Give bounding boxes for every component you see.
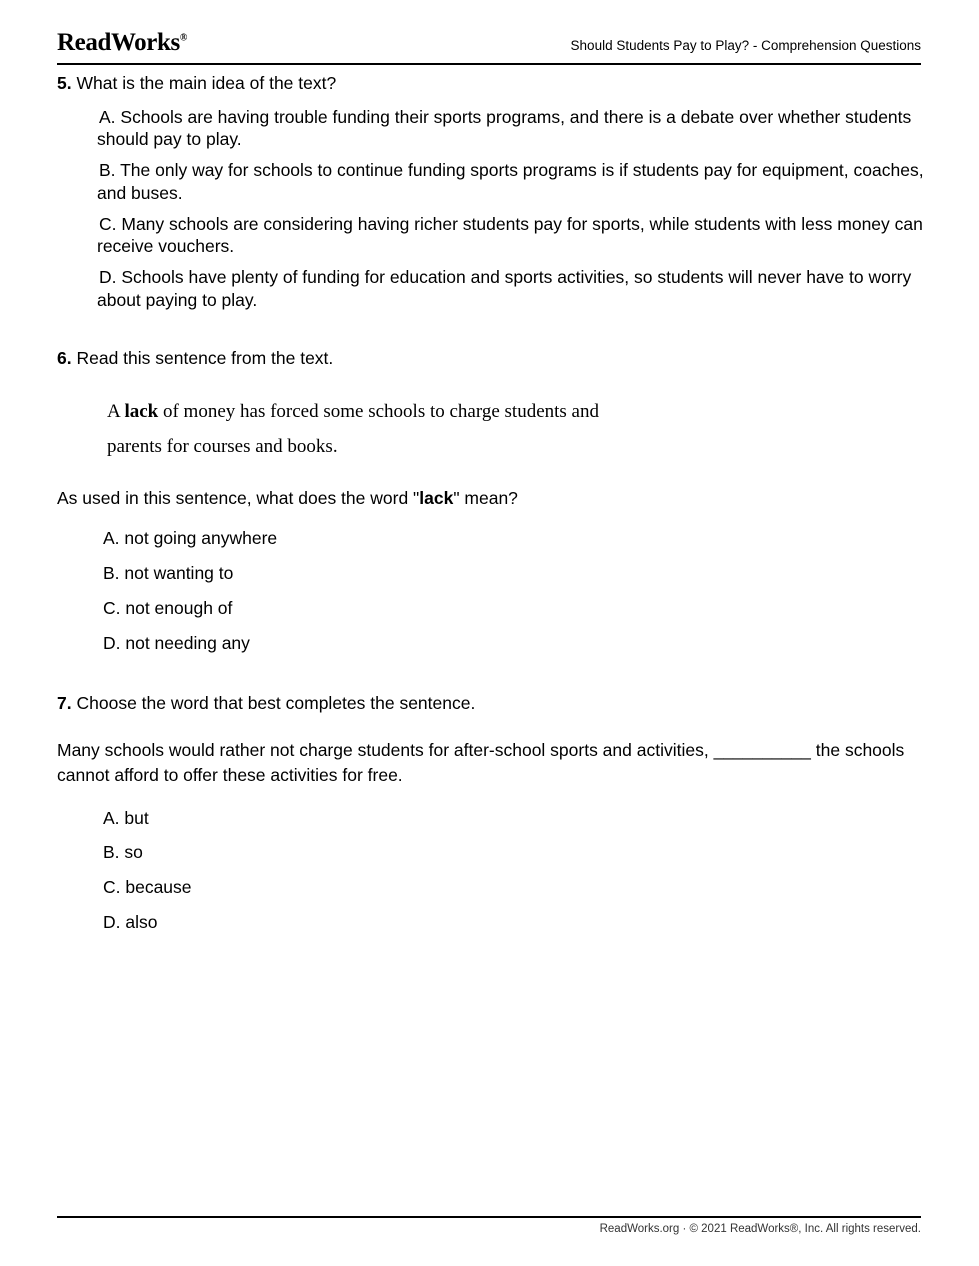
quote-line-1-pre: A <box>107 401 125 423</box>
question-5-choice-d[interactable]: D. Schools have plenty of funding for education and sports activities, so students will never have to worry about paying to play. <box>97 267 912 310</box>
question-7-number: 7. <box>57 693 72 714</box>
question-6-choice-c[interactable]: C. not enough of <box>103 597 233 618</box>
question-5-choice-b[interactable]: B. The only way for schools to continue funding sports programs is if students pay for equipment, coaches, and buses. <box>97 160 924 203</box>
question-5-prompt-text: What is the main idea of the text? <box>76 73 337 93</box>
question-7-sentence: Many schools would rather not charge students for after-school sports and activities, __________ the schools cannot afford to offer these activities for free. <box>57 739 905 786</box>
header-document-title: Should Students Pay to Play? - Comprehension Questions <box>570 38 921 53</box>
spacer-before-question-6 <box>57 320 927 347</box>
question-6-choices <box>57 527 927 654</box>
quote-keyword: lack <box>124 401 159 423</box>
logo-registered-mark: ® <box>179 32 187 44</box>
question-7-prompt <box>57 692 927 716</box>
footer-copyright: ReadWorks.org · © 2021 ReadWorks®, Inc. All rights reserved. <box>599 1223 921 1235</box>
question-6-choice-d[interactable]: D. not needing any <box>103 632 250 653</box>
question-5-choice-a[interactable]: A. Schools are having trouble funding their sports programs, and there is a debate over whether students should pay to play. <box>97 106 912 150</box>
question-6-quoted-passage <box>57 394 927 464</box>
question-7-choice-b[interactable]: B. so <box>103 842 143 863</box>
question-6 <box>57 347 927 655</box>
question-7-prompt-text: Choose the word that best completes the sentence. <box>76 693 476 714</box>
question-7-choice-d[interactable]: D. also <box>103 911 158 932</box>
as-used-post: " mean? <box>453 487 518 508</box>
page-header <box>57 30 921 55</box>
question-7-choice-a[interactable]: A. but <box>103 807 149 828</box>
quote-line-1-post: of money has forced some schools to charge students and <box>158 401 599 423</box>
question-7-choices <box>57 807 927 934</box>
question-7-choice-c[interactable]: C. because <box>103 877 192 898</box>
header-divider <box>57 63 921 65</box>
question-6-prompt <box>57 347 927 371</box>
question-5-choice-c[interactable]: C. Many schools are considering having richer students pay for sports, while students with less money can receive vouchers. <box>97 213 923 257</box>
question-5-prompt <box>57 72 927 96</box>
question-5 <box>57 72 927 312</box>
questions-container <box>57 72 927 946</box>
question-5-number: 5. <box>57 73 72 93</box>
quote-line-1 <box>107 394 927 429</box>
as-used-pre: As used in this sentence, what does the word " <box>57 487 420 508</box>
question-6-choice-b[interactable]: B. not wanting to <box>103 563 234 584</box>
question-6-number: 6. <box>57 347 72 368</box>
readworks-logo <box>57 30 187 55</box>
as-used-keyword: lack <box>419 487 454 508</box>
spacer-before-question-7 <box>57 666 927 692</box>
question-5-choices <box>57 106 927 312</box>
question-6-vocabulary-prompt <box>57 487 927 510</box>
question-7 <box>57 692 927 933</box>
question-6-prompt-text: Read this sentence from the text. <box>76 347 334 368</box>
logo-text: ReadWorks <box>57 29 180 56</box>
quote-line-2: parents for courses and books. <box>107 436 338 458</box>
footer-divider <box>57 1216 921 1218</box>
question-6-choice-a[interactable]: A. not going anywhere <box>103 528 278 549</box>
